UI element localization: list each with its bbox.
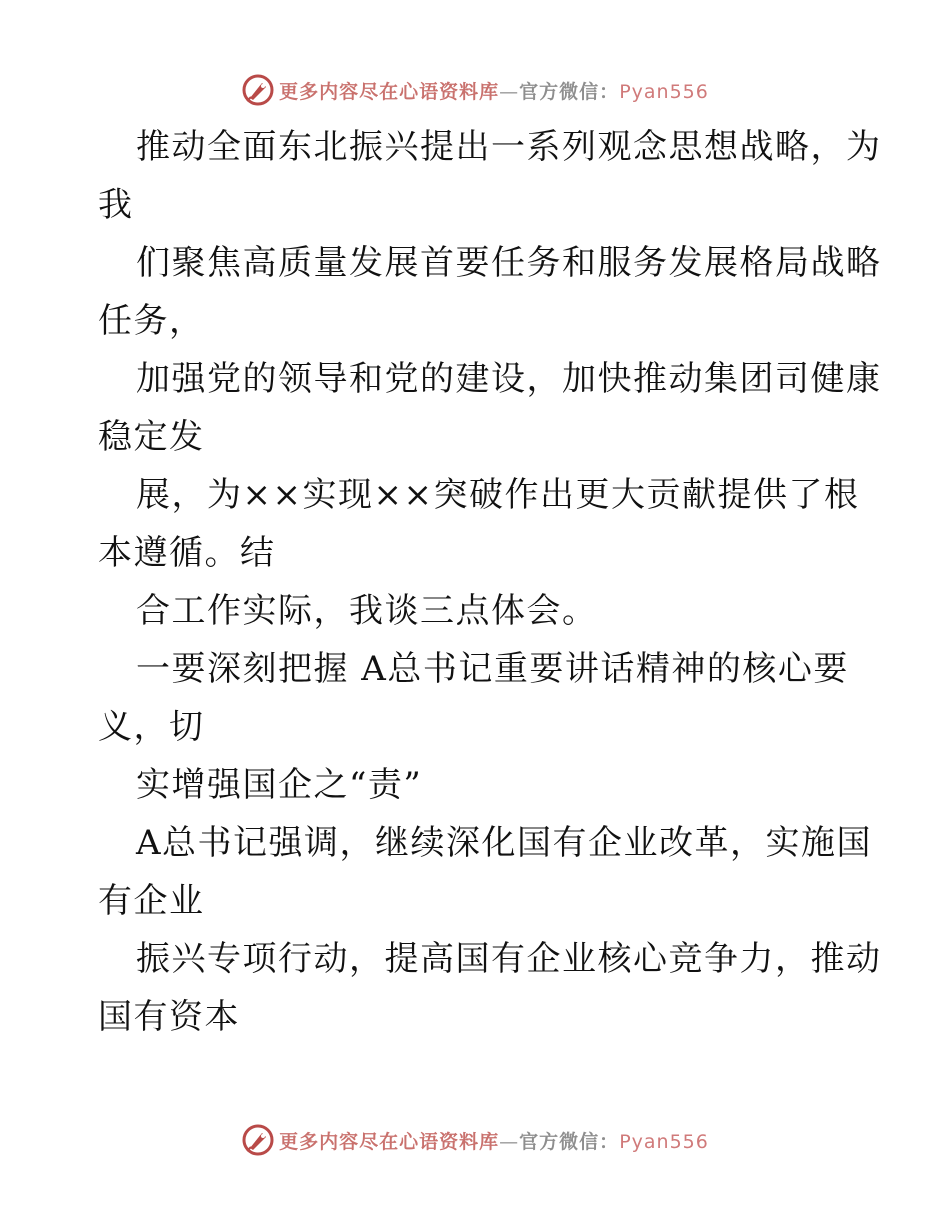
footer-brand: 更多内容尽在心语资料库: [279, 1130, 500, 1153]
header-banner: [0, 70, 950, 110]
footer-separator: —: [499, 1130, 520, 1153]
footer-wechat-label: 官方微信：: [519, 1130, 620, 1153]
body-line: 一要深刻把握 A总书记重要讲话精神的核心要: [136, 649, 849, 689]
body-line: 加强党的领导和党的建设，加快推动集团司健康: [136, 359, 882, 399]
footer-banner: [0, 1120, 950, 1160]
body-line: 展，为××实现××突破作出更大贡献提供了根: [136, 475, 860, 515]
header-wechat-id: Pyan556: [619, 80, 709, 103]
header-brand: 更多内容尽在心语资料库: [279, 80, 500, 103]
body-line: 有企业: [98, 881, 205, 921]
footer-banner-text: [279, 1127, 709, 1154]
body-line: 推动全面东北振兴提出一系列观念思想战略，为: [136, 127, 882, 167]
pen-nib-logo-icon: [241, 73, 275, 107]
body-line: 国有资本: [98, 997, 240, 1037]
body-line: 振兴专项行动，提高国有企业核心竞争力，推动: [136, 939, 882, 979]
body-line: 我: [98, 185, 134, 225]
body-line: 实增强国企之“责”: [136, 765, 423, 805]
body-line: 合工作实际，我谈三点体会。: [136, 591, 598, 631]
pen-nib-logo-icon: [241, 1123, 275, 1157]
body-line: 本遵循。结: [98, 533, 276, 573]
body-line: 任务，: [98, 301, 205, 341]
body-line: 义，切: [98, 707, 205, 747]
header-separator: —: [499, 80, 520, 103]
body-line: 们聚焦高质量发展首要任务和服务发展格局战略: [136, 243, 882, 283]
header-banner-text: [279, 77, 709, 104]
body-line: A总书记强调，继续深化国有企业改革，实施国: [136, 823, 873, 863]
footer-wechat-id: Pyan556: [619, 1130, 709, 1153]
document-body: [98, 118, 882, 1046]
body-line: 稳定发: [98, 417, 205, 457]
header-wechat-label: 官方微信：: [519, 80, 620, 103]
